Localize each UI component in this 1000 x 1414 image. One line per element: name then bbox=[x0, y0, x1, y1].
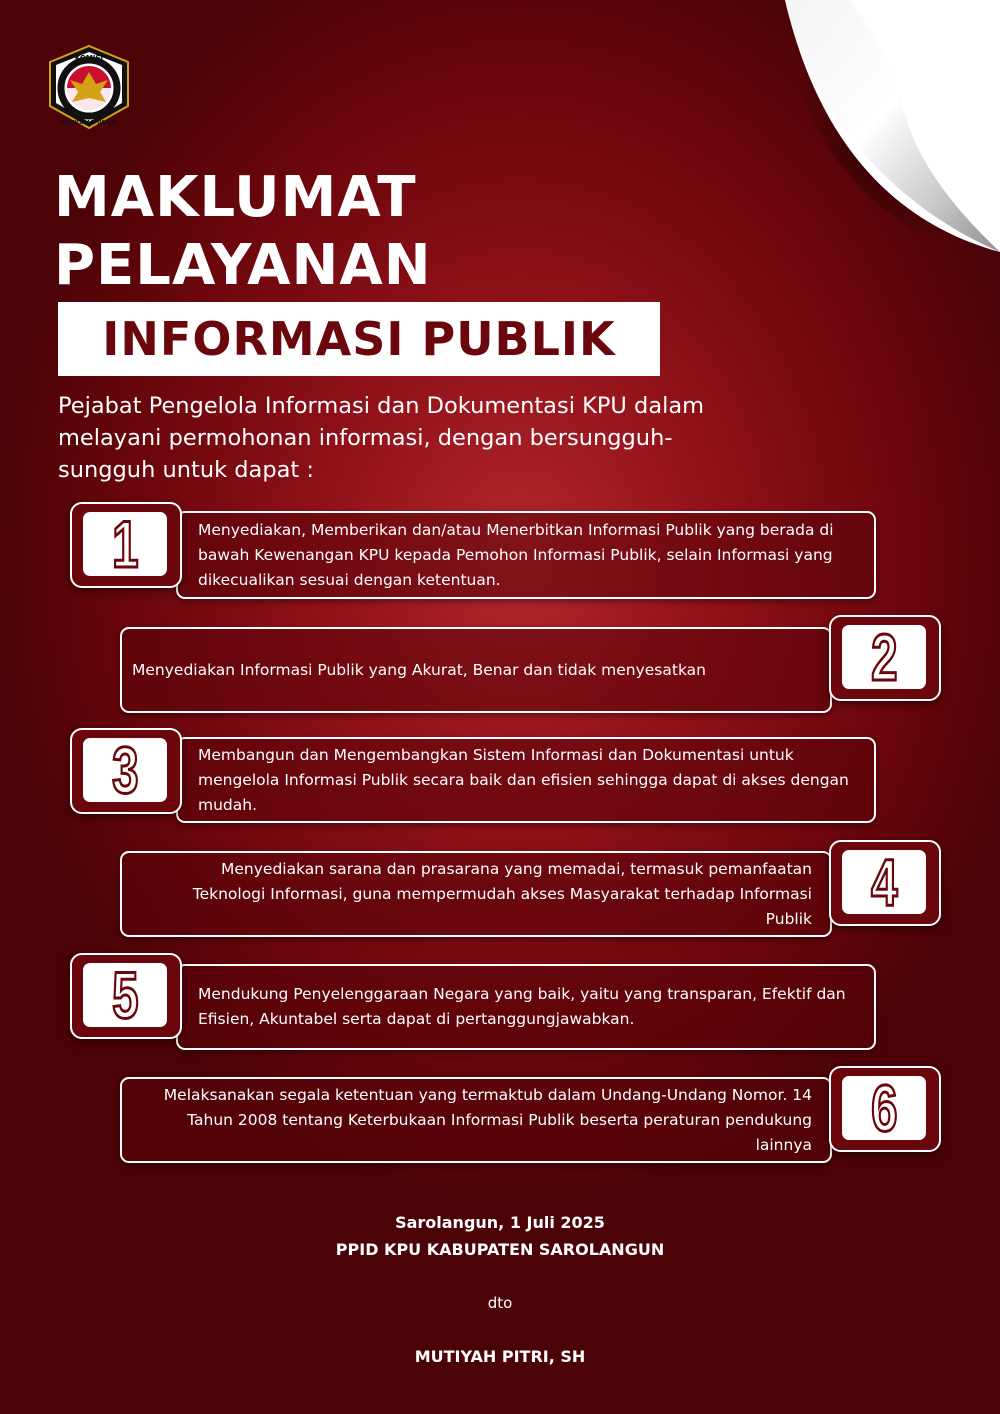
item-2 bbox=[120, 627, 832, 713]
logo-text-top: KOMISI bbox=[74, 54, 104, 62]
item-4 bbox=[120, 851, 832, 937]
intro-text: Pejabat Pengelola Informasi dan Dokumentasi KPU dalam melayani permohonan informasi, dengan bersungguh-sungguh untuk dapat : bbox=[58, 393, 705, 483]
item-6 bbox=[120, 1077, 832, 1163]
subtitle-banner bbox=[58, 302, 660, 376]
item-2-number-badge bbox=[829, 615, 941, 701]
item-4-text: Menyediakan sarana dan prasarana yang memadai, termasuk pemanfaatan Teknologi Informasi, guna mempermudah akses Masyarakat terhadap Informasi Publik bbox=[192, 859, 812, 928]
item-4-number: 4 bbox=[870, 845, 898, 919]
item-3-number: 3 bbox=[111, 733, 139, 807]
item-5-number-badge bbox=[70, 953, 182, 1039]
item-6-text: Melaksanakan segala ketentuan yang termaktub dalam Undang-Undang Nomor. 14 Tahun 2008 tentang Keterbukaan Informasi Publik beserta peraturan pendukung lainnya bbox=[163, 1085, 812, 1154]
title-line-2: PELAYANAN bbox=[54, 233, 432, 298]
logo-text-bottom: PEMILIHAN UMUM bbox=[60, 120, 118, 126]
item-1 bbox=[176, 511, 876, 599]
place-date: Sarolangun, 1 Juli 2025 bbox=[395, 1213, 605, 1232]
item-5 bbox=[176, 964, 876, 1050]
page-curl-decoration bbox=[750, 0, 1000, 260]
kpu-logo bbox=[46, 44, 132, 130]
item-3-number-badge bbox=[70, 728, 182, 814]
item-3 bbox=[176, 737, 876, 823]
title-line-3: INFORMASI PUBLIK bbox=[102, 312, 616, 366]
item-1-text: Menyediakan, Memberikan dan/atau Menerbitkan Informasi Publik yang berada di bawah Kewenangan KPU kepada Pemohon Informasi Publik, selain Informasi yang dikecualikan sesuai dengan ketentuan. bbox=[198, 520, 834, 589]
title-line-1: MAKLUMAT bbox=[54, 165, 417, 230]
item-1-number: 1 bbox=[111, 507, 139, 581]
item-4-number-badge bbox=[829, 840, 941, 926]
dto-label: dto bbox=[487, 1294, 513, 1312]
item-6-number-badge bbox=[829, 1066, 941, 1152]
item-6-number: 6 bbox=[870, 1071, 898, 1145]
item-2-number: 2 bbox=[870, 620, 898, 694]
item-2-text: Menyediakan Informasi Publik yang Akurat, Benar dan tidak menyesatkan bbox=[132, 660, 706, 679]
item-5-number: 5 bbox=[111, 958, 139, 1032]
item-3-text: Membangun dan Mengembangkan Sistem Informasi dan Dokumentasi untuk mengelola Informasi Publik secara baik dan efisien sehingga dapat di akses dengan mudah. bbox=[198, 745, 849, 814]
organization-name: PPID KPU KABUPATEN SAROLANGUN bbox=[335, 1240, 665, 1259]
signatory-name: MUTIYAH PITRI, SH bbox=[414, 1347, 586, 1366]
item-1-number-badge bbox=[70, 502, 182, 588]
item-5-text: Mendukung Penyelenggaraan Negara yang baik, yaitu yang transparan, Efektif dan Efisien, Akuntabel serta dapat di pertanggungjawabkan. bbox=[198, 985, 846, 1028]
